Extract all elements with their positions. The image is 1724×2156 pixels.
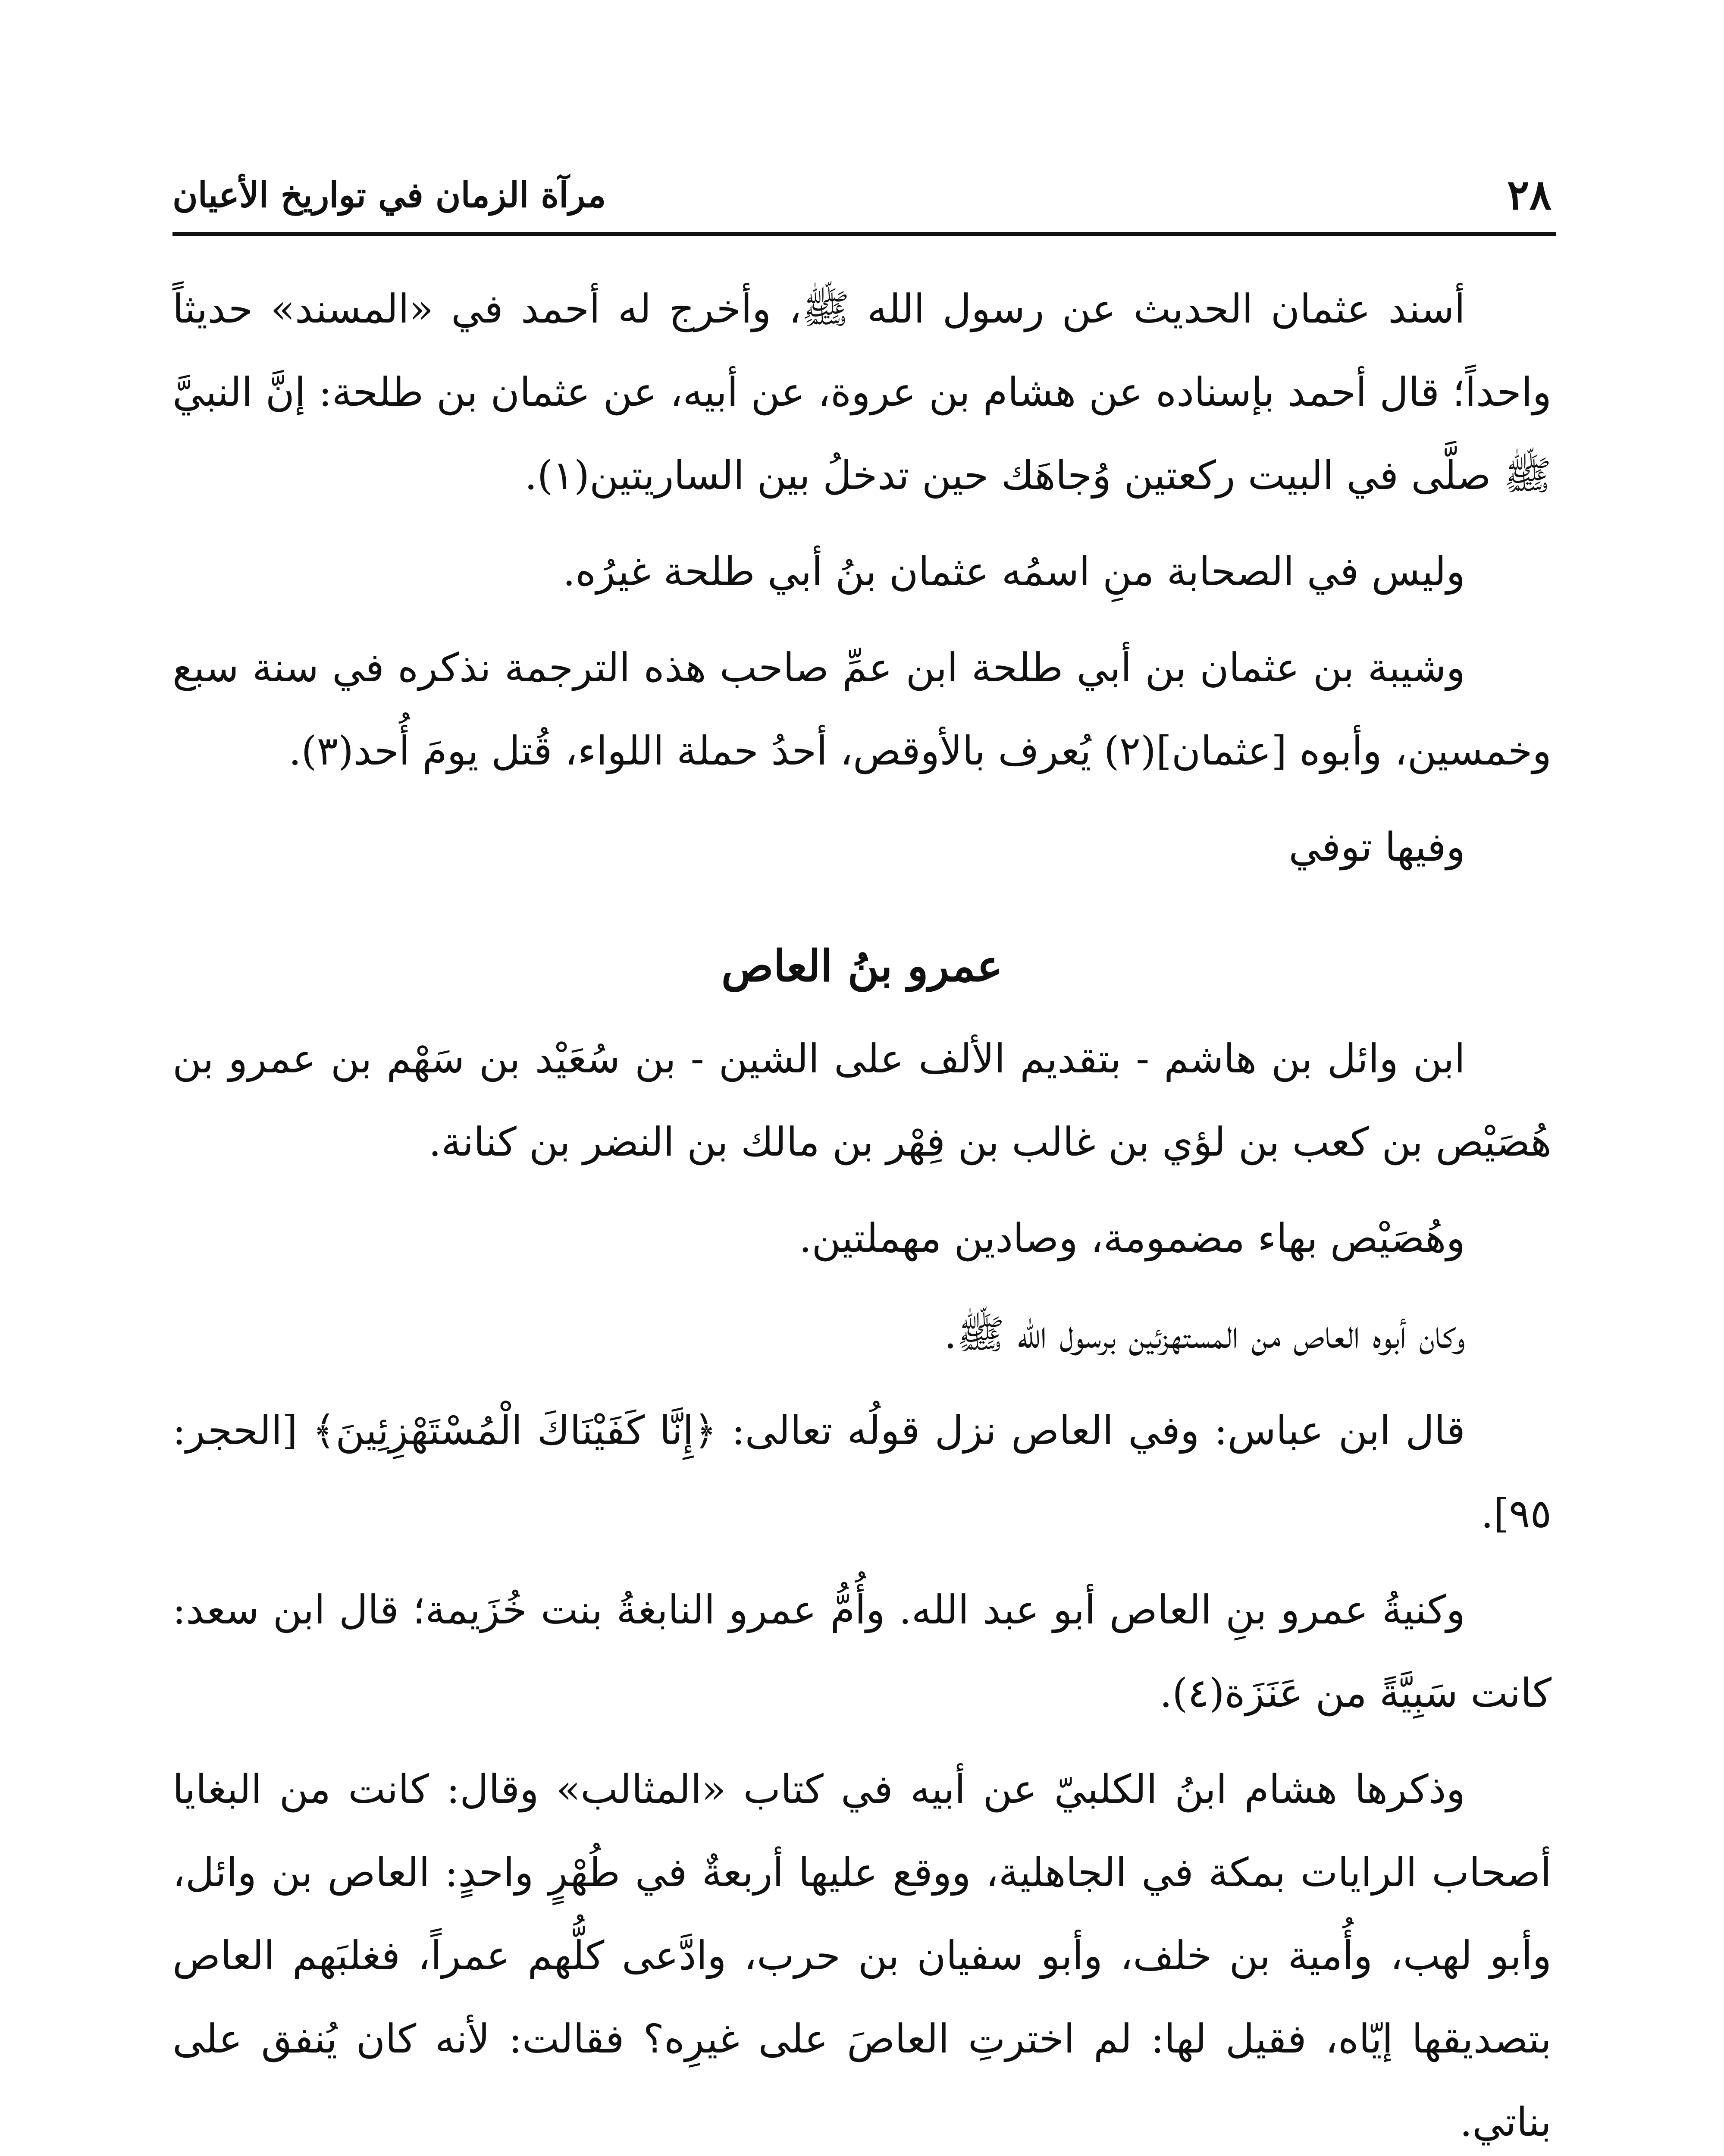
main-text (172, 267, 1552, 2156)
page-header (172, 170, 1552, 222)
paragraph-no-other-companion: وليس في الصحابة منِ اسمُه عثمان بنُ أبي طلحة غيرُه. (563, 548, 1465, 595)
page-number: ٢٨ (1507, 170, 1552, 219)
section-heading: عمرو بنُ العاص (721, 940, 1003, 991)
paragraph-kunya: وكنيةُ عمرو بنِ العاص أبو عبد الله. وأُمُّ عمرو النابغةُ بنت خُزَيمة؛ قال ابن سعد: كانت سَبِيَّةً من عَنَزَة(٤). (172, 1587, 1552, 1716)
paragraph-ibn-abbas: قال ابن عباس: وفي العاص نزل قولُه تعالى: ﴿إِنَّا كَفَيْنَاكَ الْمُسْتَهْزِئِينَ﴾ [الحجر: ٩٥]. (172, 1407, 1552, 1537)
paragraph-isnad: أسند عثمان الحديث عن رسول الله ﷺ، وأخرج له أحمد في «المسند» حديثاً واحداً؛ قال أحمد بإسناده عن هشام بن عروة، عن أبيه، عن عثمان بن طلحة: إنَّ النبيَّ ﷺ صلَّى في البيت ركعتين وُجاهَك حين تدخلُ بين الساريتين(١). (172, 286, 1552, 498)
paragraph-hisham: وذكرها هشام ابنُ الكلبيّ عن أبيه في كتاب «المثالب» وقال: كانت من البغايا أصحاب الرايات بمكة في الجاهلية، ووقع عليها أربعةٌ في طُهْرٍ واحدٍ: العاص بن وائل، وأبو لهب، وأُمية بن خلف، وأبو سفيان بن حرب، وادَّعى كلُّهم عمراً، فغلبَهم العاص بتصديقها إيّاه، فقيل لها: لم اخترتِ العاصَ على غيرِه؟ فقالت: لأنه كان يُنفق على بناتي. (172, 1766, 1552, 2145)
running-title: مرآة الزمان في تواريخ الأعيان (172, 175, 606, 215)
paragraph-died-that-year: وفيها توفي (1288, 824, 1465, 870)
paragraph-husays: وهُصَيْص بهاء مضمومة، وصادين مهملتين. (799, 1215, 1465, 1261)
paragraph-shayba: وشيبة بن عثمان بن أبي طلحة ابن عمِّ صاحب هذه الترجمة نذكره في سنة سبع وخمسين، وأبوه [عثمان](٢) يُعرف بالأوقص، أحدُ حملة اللواء، قُتل يومَ أُحد(٣). (172, 645, 1552, 774)
header-rule (172, 232, 1556, 236)
paragraph-lineage: ابن وائل بن هاشم - بتقديم الألف على الشين - بن سُعَيْد بن سَهْم بن عمرو بن هُصَيْص بن كعب بن لؤي بن غالب بن فِهْر بن مالك بن النضر بن كنانة. (172, 1036, 1552, 1165)
paragraph-father: وكان أبوه العاص من المستهزئين برسول الله ﷺ. (944, 1311, 1465, 1357)
